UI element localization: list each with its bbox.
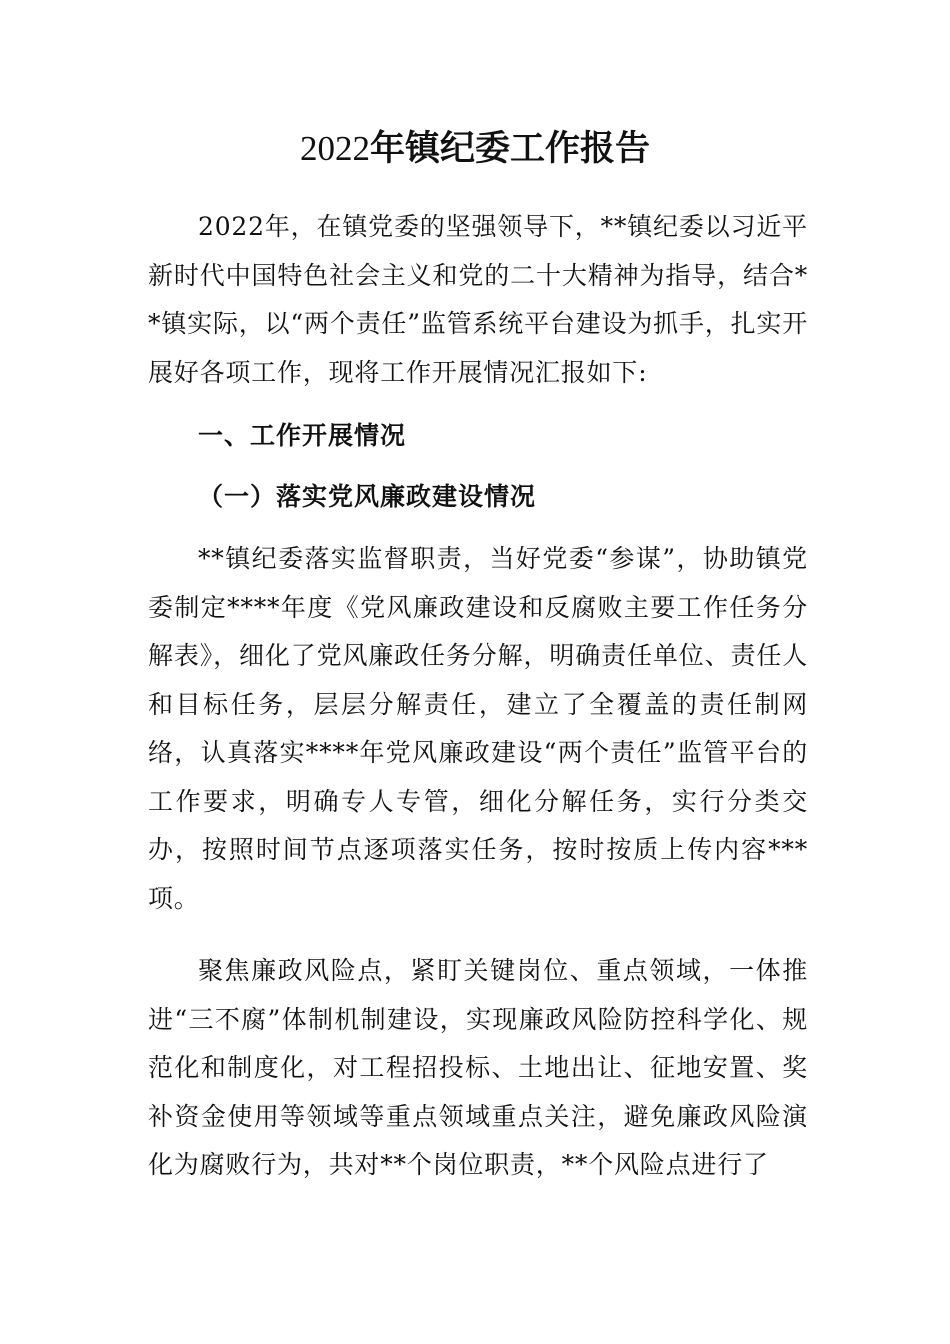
body-paragraph-2: 聚焦廉政风险点，紧盯关键岗位、重点领域，一体推进“三不腐”体制机制建设，实现廉政风险防控科学化、规范化和制度化，对工程招投标、土地出让、征地安置、奖补资金使用等领域等重点领域重点关注，避免廉政风险演化为腐败行为，共对**个岗位职责，**个风险点进行了 bbox=[148, 956, 808, 1179]
title-year: 2022 bbox=[299, 129, 370, 168]
document-title bbox=[0, 122, 950, 176]
intro-paragraph: 2022年，在镇党委的坚强领导下，**镇纪委以习近平新时代中国特色社会主义和党的二十大精神为指导，结合**镇实际，以“两个责任”监管系统平台建设为抓手，扎实开展好各项工作，现将工作开展情况汇报如下: bbox=[148, 212, 808, 387]
section-heading: 一、工作开展情况 bbox=[198, 421, 407, 450]
subsection-heading: （一）落实党风廉政建设情况 bbox=[198, 482, 537, 511]
title-text: 年镇纪委工作报告 bbox=[369, 128, 650, 169]
body-paragraph-1: **镇纪委落实监督职责，当好党委“参谋”，协助镇党委制定****年度《党风廉政建设和反腐败主要工作任务分解表》，细化了党风廉政任务分解，明确责任单位、责任人和目标任务，层层分解责任，建立了全覆盖的责任制网络，认真落实****年党风廉政建设“两个责任”监管平台的工作要求，明确专人专管，细化分解任务，实行分类交办，按照时间节点逐项落实任务，按时按质上传内容***项。 bbox=[148, 544, 808, 913]
